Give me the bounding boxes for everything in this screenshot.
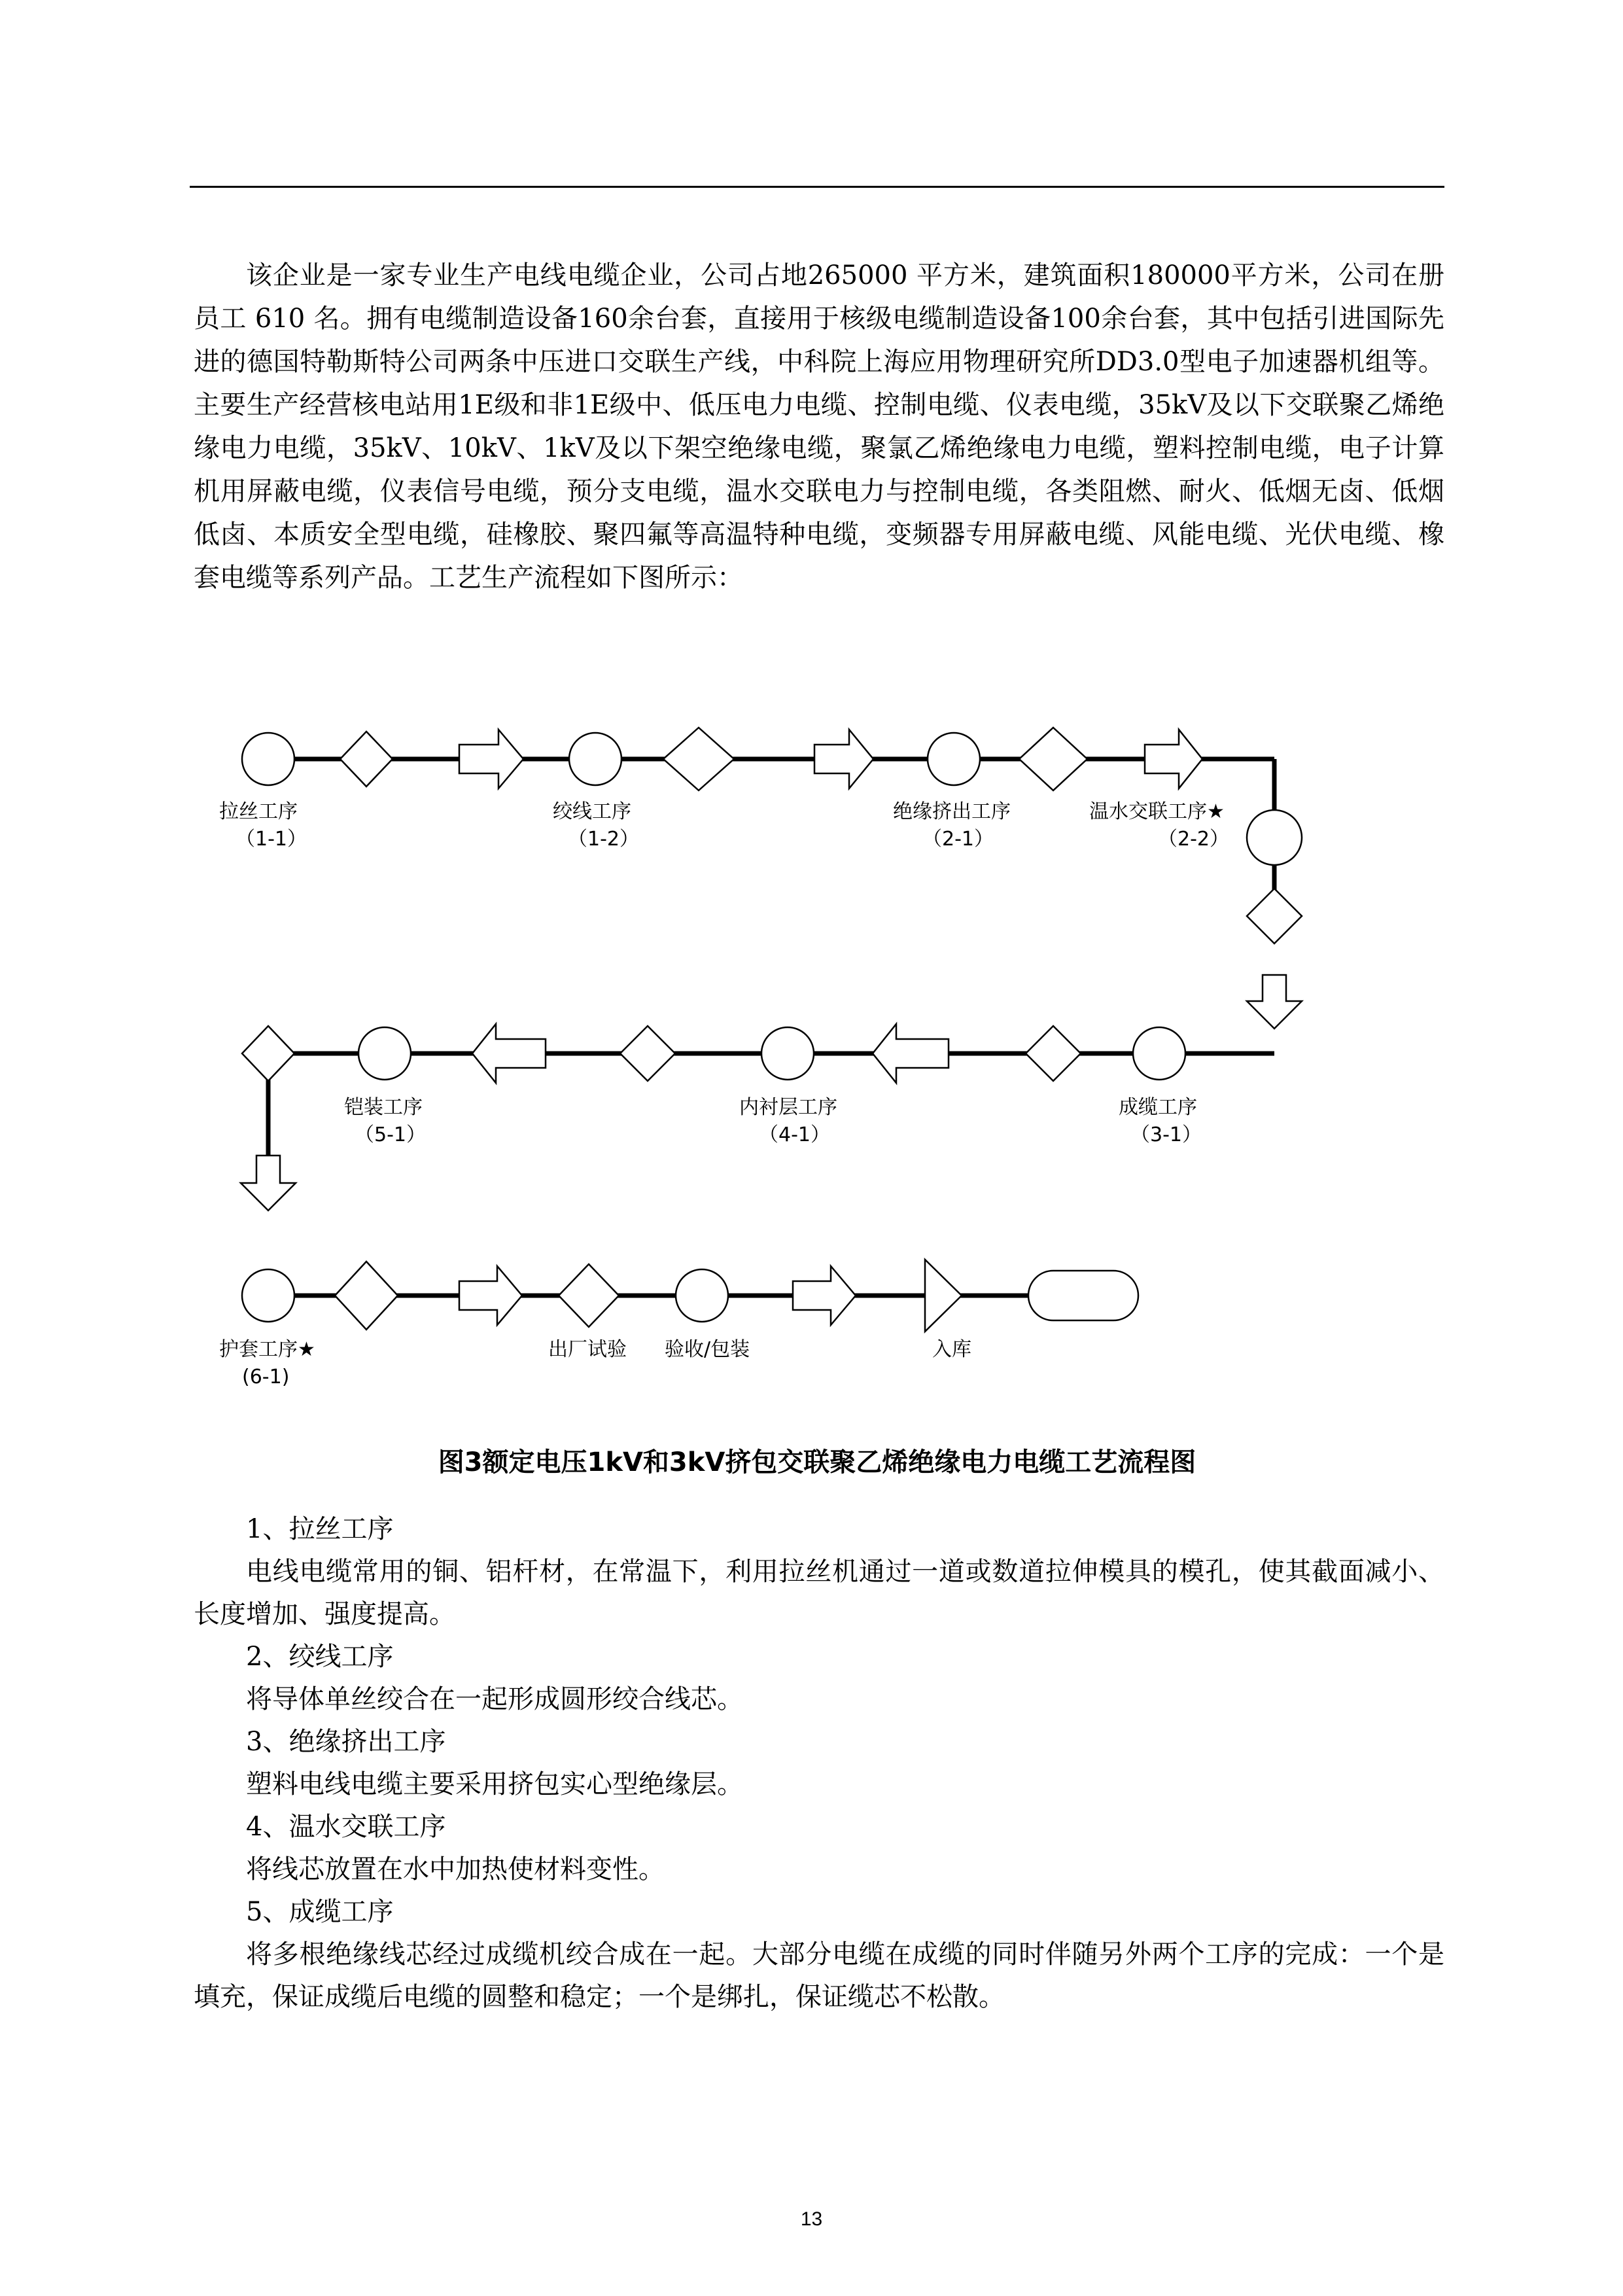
flow-arrow-down: [1247, 975, 1302, 1029]
section-body: 将多根绝缘线芯经过成缆机绞合成在一起。大部分电缆在成缆的同时伴随另外两个工序的完成：一个是填充，保证成缆后电缆的圆整和稳定；一个是绑扎，保证缆芯不松散。: [194, 1939, 1444, 2012]
flow-arrow-right: [814, 730, 873, 788]
figure-caption: 图3额定电压1kV和3kV挤包交联聚乙烯绝缘电力电缆工艺流程图: [438, 1447, 1196, 1477]
section-body: 将导体单丝绞合在一起形成圆形绞合线芯。: [246, 1684, 743, 1714]
flow-lines: [268, 759, 1274, 1296]
section-body: 电线电缆常用的铜、铝杆材，在常温下，利用拉丝机通过一道或数道拉伸模具的模孔，使其截面减小、长度增加、强度提高。: [194, 1557, 1444, 1629]
inspection-diamond: [340, 732, 393, 786]
process-node-stranding: [569, 733, 621, 785]
process-label: 铠装工序: [344, 1096, 423, 1119]
inspection-diamond: [1247, 889, 1302, 944]
process-code: （1-2）: [568, 828, 639, 851]
process-node-sheathing: [242, 1269, 294, 1322]
section-heading: 5、成缆工序: [246, 1897, 394, 1927]
terminal-rounded-box: [1028, 1271, 1138, 1320]
process-code: （2-2）: [1158, 828, 1229, 851]
section-body: 将线芯放置在水中加热使材料变性。: [246, 1854, 665, 1884]
flow-arrow-right: [459, 1266, 522, 1325]
process-code: （5-1）: [355, 1123, 426, 1146]
process-sections: [194, 1508, 1444, 2019]
process-label: 绝缘挤出工序: [893, 800, 1011, 823]
storage-triangle: [925, 1260, 962, 1332]
process-node-warm-water-crosslinking: [1247, 810, 1302, 865]
page-number: 13: [800, 2208, 823, 2230]
intro-text: [194, 254, 1444, 599]
inspection-diamond: [663, 728, 734, 790]
acceptance-packing-circle: [676, 1269, 728, 1322]
flow-arrow-down: [241, 1156, 296, 1210]
section-heading: 3、绝缘挤出工序: [246, 1727, 446, 1757]
process-node-inner-lining: [761, 1027, 814, 1080]
process-flowchart: [190, 707, 1341, 1400]
flow-arrow-right: [1145, 730, 1202, 788]
process-label: 内衬层工序: [739, 1096, 837, 1119]
inspection-diamond: [335, 1262, 398, 1330]
inspection-diamond: [1019, 728, 1087, 790]
process-label: 成缆工序: [1119, 1096, 1197, 1119]
process-label: 护套工序★: [219, 1338, 315, 1361]
factory-test-diamond: [559, 1264, 619, 1327]
process-node-armoring: [358, 1027, 411, 1080]
process-node-cabling: [1133, 1027, 1185, 1080]
section-heading: 4、温水交联工序: [246, 1812, 446, 1842]
process-node-drawing: [242, 733, 294, 785]
process-code: （3-1）: [1130, 1123, 1202, 1146]
process-label: 绞线工序: [553, 800, 631, 823]
inspection-diamond: [1026, 1026, 1081, 1081]
flow-arrow-right: [459, 730, 523, 788]
process-label: 拉丝工序: [219, 800, 298, 823]
process-code: (6-1): [242, 1366, 290, 1388]
section-body: 塑料电线电缆主要采用挤包实心型绝缘层。: [246, 1769, 743, 1799]
process-code: （2-1）: [922, 828, 994, 851]
header-rule: [190, 186, 1444, 188]
process-label: 温水交联工序★: [1089, 800, 1225, 823]
inspection-diamond: [620, 1026, 675, 1081]
acceptance-packing-label: 验收/包装: [665, 1338, 750, 1361]
process-code: （1-1）: [236, 828, 307, 851]
process-node-insulation-extrusion: [928, 733, 980, 785]
inspection-diamond: [242, 1026, 294, 1081]
process-code: （4-1）: [759, 1123, 830, 1146]
flow-arrow-right: [793, 1266, 856, 1325]
storage-label: 入库: [932, 1338, 971, 1361]
intro-paragraph: 该企业是一家专业生产电线电缆企业，公司占地265000 平方米，建筑面积180000平方米，公司在册员工 610 名。拥有电缆制造设备160余台套，直接用于核级电缆制造设备100余台套，其中包括引进国际先进的德国特勒斯特公司两条中压进口交联生产线，中科院上海应用物理研究所DD3.0型电子加速器机组等。主要生产经营核电站用1E级和非1E级中、低压电力电缆、控制电缆、仪表电缆，35kV及以下交联聚乙烯绝缘电力电缆，35kV、10kV、1kV及以下架空绝缘电缆，聚氯乙烯绝缘电力电缆，塑料控制电缆，电子计算机用屏蔽电缆，仪表信号电缆，预分支电缆，温水交联电力与控制电缆，各类阻燃、耐火、低烟无卤、低烟低卤、本质安全型电缆，硅橡胶、聚四氟等高温特种电缆，变频器专用屏蔽电缆、风能电缆、光伏电缆、橡套电缆等系列产品。工艺生产流程如下图所示：: [194, 260, 1444, 593]
flow-arrow-left: [873, 1024, 949, 1083]
section-heading: 2、绞线工序: [246, 1642, 394, 1672]
factory-test-label: 出厂试验: [548, 1338, 627, 1361]
flow-arrow-left: [472, 1024, 546, 1083]
section-heading: 1、拉丝工序: [246, 1514, 394, 1544]
